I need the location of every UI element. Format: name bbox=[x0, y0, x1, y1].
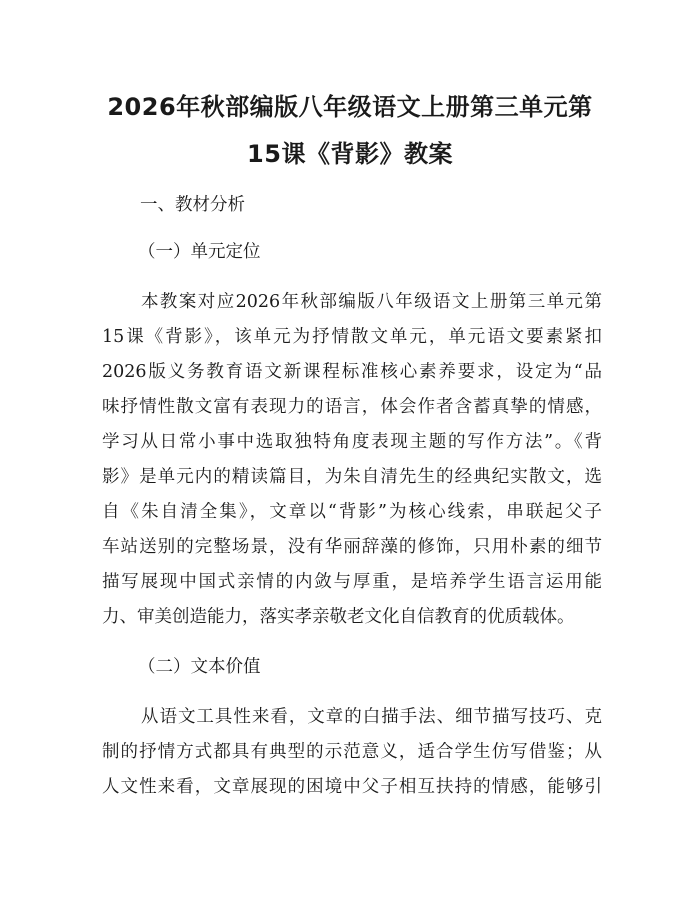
paragraph-1-line: 自《朱自清全集》，文章以“背影”为核心线索，串联起父子 bbox=[102, 502, 602, 522]
paragraph-1-line: 车站送别的完整场景，没有华丽辞藻的修饰，只用朴素的细节 bbox=[102, 537, 602, 557]
section-heading-textbook-analysis: 一、教材分析 bbox=[140, 195, 245, 215]
paragraph-1-line: 影》是单元内的精读篇目，为朱自清先生的经典纪实散文，选 bbox=[102, 467, 602, 487]
paragraph-1-line: 力、审美创造能力，落实孝亲敬老文化自信教育的优质载体。 bbox=[102, 607, 575, 627]
subsection-heading-unit-positioning: （一）单元定位 bbox=[138, 242, 261, 262]
subsection-heading-text-value: （二）文本价值 bbox=[138, 657, 261, 677]
paragraph-2-line: 人文性来看，文章展现的困境中父子相互扶持的情感，能够引 bbox=[102, 777, 602, 797]
paragraph-1-line: 本教案对应2026年秋部编版八年级语文上册第三单元第 bbox=[141, 292, 602, 312]
paragraph-2-line: 从语文工具性来看，文章的白描手法、细节描写技巧、克 bbox=[141, 707, 602, 727]
paragraph-1-line: 味抒情性散文富有表现力的语言，体会作者含蓄真挚的情感， bbox=[102, 397, 602, 417]
paragraph-1-line: 学习从日常小事中选取独特角度表现主题的写作方法”。《背 bbox=[102, 432, 602, 452]
document-title-line-1: 2026年秋部编版八年级语文上册第三单元第 bbox=[107, 93, 593, 121]
document-title-line-2: 15课《背影》教案 bbox=[247, 140, 453, 168]
paragraph-1-line: 2026版义务教育语文新课程标准核心素养要求，设定为“品 bbox=[102, 362, 602, 382]
paragraph-1-line: 描写展现中国式亲情的内敛与厚重，是培养学生语言运用能 bbox=[102, 572, 602, 592]
paragraph-2-line: 制的抒情方式都具有典型的示范意义，适合学生仿写借鉴；从 bbox=[102, 742, 602, 762]
paragraph-1-line: 15课《背影》，该单元为抒情散文单元，单元语文要素紧扣 bbox=[102, 327, 602, 347]
